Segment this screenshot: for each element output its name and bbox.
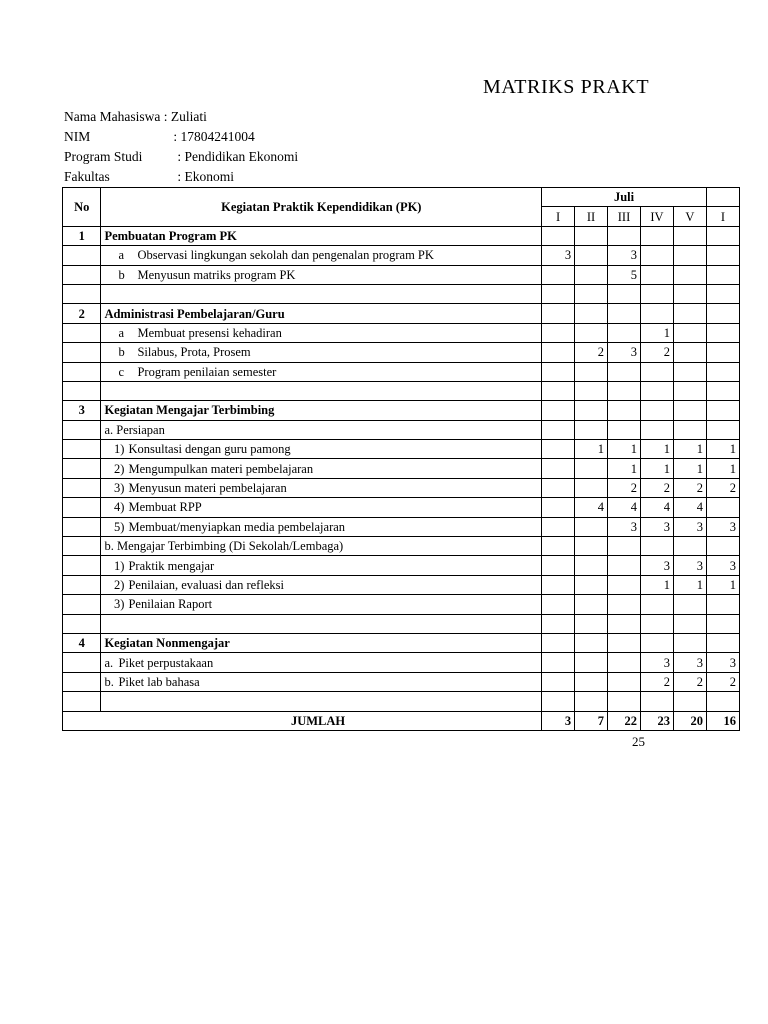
activity-cell xyxy=(101,556,542,575)
value-cell xyxy=(640,362,673,381)
value-cell xyxy=(542,692,575,711)
value-cell xyxy=(640,226,673,245)
blank-row xyxy=(63,381,740,400)
matrix-body xyxy=(63,226,740,730)
value-cell xyxy=(575,556,608,575)
section-row xyxy=(63,304,740,323)
activity-row xyxy=(63,653,740,672)
item-label: Piket lab bahasa xyxy=(118,674,200,689)
section-title: Kegiatan Nonmengajar xyxy=(101,633,542,652)
value-cell: 1 xyxy=(608,459,641,478)
value-cell: 2 xyxy=(640,672,673,691)
value-cell xyxy=(575,323,608,342)
total-row xyxy=(63,711,740,730)
value-cell xyxy=(673,343,706,362)
header-month-next xyxy=(706,188,739,207)
no-cell xyxy=(63,614,101,633)
section-title: Pembuatan Program PK xyxy=(101,226,542,245)
total-value: 22 xyxy=(608,711,641,730)
activity-cell xyxy=(101,478,542,497)
prodi-value: : Pendidikan Ekonomi xyxy=(177,149,299,164)
student-name-row xyxy=(64,109,207,125)
value-cell: 4 xyxy=(575,498,608,517)
value-cell xyxy=(706,595,739,614)
value-cell xyxy=(542,672,575,691)
header-kegiatan: Kegiatan Praktik Kependidikan (PK) xyxy=(101,188,542,227)
value-cell xyxy=(640,284,673,303)
no-cell xyxy=(63,478,101,497)
value-cell xyxy=(706,401,739,420)
value-cell: 1 xyxy=(673,459,706,478)
value-cell xyxy=(575,517,608,536)
value-cell: 2 xyxy=(706,672,739,691)
section-number: 2 xyxy=(63,304,101,323)
item-marker: b. xyxy=(104,674,114,689)
value-cell: 2 xyxy=(640,343,673,362)
value-cell xyxy=(575,672,608,691)
section-row xyxy=(63,401,740,420)
section-number: 3 xyxy=(63,401,101,420)
name-label: Nama Mahasiswa xyxy=(64,109,161,124)
value-cell xyxy=(542,440,575,459)
value-cell xyxy=(640,633,673,652)
section-title: Kegiatan Mengajar Terbimbing xyxy=(101,401,542,420)
value-cell xyxy=(640,304,673,323)
value-cell: 3 xyxy=(640,517,673,536)
no-cell xyxy=(63,537,101,556)
item-marker: 5) xyxy=(114,519,125,534)
value-cell: 1 xyxy=(706,459,739,478)
value-cell xyxy=(608,420,641,439)
value-cell xyxy=(608,381,641,400)
value-cell xyxy=(640,420,673,439)
item-label: Menyusun matriks program PK xyxy=(137,267,296,282)
value-cell xyxy=(608,323,641,342)
value-cell: 2 xyxy=(706,478,739,497)
value-cell: 1 xyxy=(706,575,739,594)
value-cell xyxy=(542,595,575,614)
value-cell xyxy=(542,323,575,342)
no-cell xyxy=(63,556,101,575)
value-cell xyxy=(673,362,706,381)
value-cell: 2 xyxy=(640,478,673,497)
value-cell xyxy=(542,459,575,478)
activity-row xyxy=(63,265,740,284)
value-cell xyxy=(673,323,706,342)
value-cell xyxy=(673,226,706,245)
item-marker: a xyxy=(118,248,125,263)
activity-cell xyxy=(101,246,542,265)
value-cell xyxy=(542,401,575,420)
value-cell: 2 xyxy=(673,672,706,691)
value-cell xyxy=(608,401,641,420)
blank-row xyxy=(63,614,740,633)
activity-row xyxy=(63,362,740,381)
value-cell xyxy=(673,633,706,652)
group-row xyxy=(63,420,740,439)
value-cell: 3 xyxy=(608,343,641,362)
value-cell xyxy=(706,226,739,245)
section-number: 1 xyxy=(63,226,101,245)
item-marker: 1) xyxy=(114,442,125,457)
fakultas-row xyxy=(64,169,234,185)
no-cell xyxy=(63,381,101,400)
activity-cell xyxy=(101,653,542,672)
value-cell xyxy=(575,595,608,614)
activity-cell xyxy=(101,381,542,400)
group-label: a. Persiapan xyxy=(101,420,542,439)
value-cell xyxy=(608,633,641,652)
value-cell xyxy=(640,381,673,400)
value-cell xyxy=(608,556,641,575)
value-cell xyxy=(673,381,706,400)
blank-row xyxy=(63,692,740,711)
value-cell: 4 xyxy=(673,498,706,517)
value-cell xyxy=(575,362,608,381)
no-cell xyxy=(63,575,101,594)
item-marker: b xyxy=(118,345,125,360)
value-cell xyxy=(542,381,575,400)
value-cell: 1 xyxy=(640,323,673,342)
value-cell: 5 xyxy=(608,265,641,284)
header-week: II xyxy=(575,207,608,226)
value-cell xyxy=(706,304,739,323)
item-label: Konsultasi dengan guru pamong xyxy=(128,442,291,457)
value-cell xyxy=(608,537,641,556)
no-cell xyxy=(63,246,101,265)
value-cell: 3 xyxy=(673,556,706,575)
header-month: Juli xyxy=(542,188,707,207)
value-cell xyxy=(706,537,739,556)
value-cell xyxy=(608,595,641,614)
item-marker: 2) xyxy=(114,578,125,592)
item-label: Observasi lingkungan sekolah dan pengenalan program PK xyxy=(137,248,434,263)
total-value: 3 xyxy=(542,711,575,730)
value-cell xyxy=(673,284,706,303)
no-cell xyxy=(63,284,101,303)
value-cell xyxy=(575,420,608,439)
value-cell xyxy=(542,265,575,284)
fakultas-label: Fakultas xyxy=(64,169,110,184)
activity-row xyxy=(63,478,740,497)
value-cell xyxy=(640,265,673,284)
value-cell xyxy=(640,692,673,711)
value-cell xyxy=(542,226,575,245)
value-cell xyxy=(575,401,608,420)
activity-cell xyxy=(101,440,542,459)
name-value: : Zuliati xyxy=(163,109,207,124)
prodi-row xyxy=(64,149,298,165)
group-label: b. Mengajar Terbimbing (Di Sekolah/Lembaga) xyxy=(101,537,542,556)
total-value: 23 xyxy=(640,711,673,730)
total-value: 7 xyxy=(575,711,608,730)
value-cell xyxy=(706,343,739,362)
value-cell xyxy=(542,343,575,362)
activity-cell xyxy=(101,459,542,478)
total-label: JUMLAH xyxy=(63,711,542,730)
value-cell xyxy=(706,614,739,633)
value-cell xyxy=(608,226,641,245)
no-cell xyxy=(63,498,101,517)
item-marker: 4) xyxy=(114,500,125,515)
value-cell xyxy=(673,420,706,439)
value-cell xyxy=(706,284,739,303)
no-cell xyxy=(63,440,101,459)
item-label: Silabus, Prota, Prosem xyxy=(137,345,251,360)
value-cell: 3 xyxy=(706,556,739,575)
value-cell xyxy=(542,478,575,497)
item-label: Membuat/menyiapkan media pembelajaran xyxy=(128,519,346,534)
value-cell xyxy=(608,614,641,633)
value-cell xyxy=(575,226,608,245)
activity-cell xyxy=(101,517,542,536)
item-label: Penilaian, evaluasi dan refleksi xyxy=(128,578,284,592)
header-week: I xyxy=(542,207,575,226)
value-cell xyxy=(575,246,608,265)
activity-cell xyxy=(101,595,542,614)
value-cell: 3 xyxy=(673,517,706,536)
value-cell xyxy=(673,246,706,265)
value-cell xyxy=(542,653,575,672)
value-cell xyxy=(542,633,575,652)
value-cell: 3 xyxy=(608,517,641,536)
value-cell: 2 xyxy=(673,478,706,497)
value-cell: 3 xyxy=(640,653,673,672)
activity-cell xyxy=(101,498,542,517)
value-cell xyxy=(706,420,739,439)
value-cell xyxy=(706,633,739,652)
activity-row xyxy=(63,498,740,517)
value-cell: 1 xyxy=(640,440,673,459)
value-cell xyxy=(608,284,641,303)
total-value: 16 xyxy=(706,711,739,730)
item-label: Membuat presensi kehadiran xyxy=(137,325,282,340)
value-cell xyxy=(706,498,739,517)
activity-row xyxy=(63,556,740,575)
header-week: III xyxy=(608,207,641,226)
value-cell: 1 xyxy=(706,440,739,459)
value-cell: 1 xyxy=(575,440,608,459)
value-cell xyxy=(673,692,706,711)
page-title: MATRIKS PRAKT xyxy=(483,76,650,98)
value-cell xyxy=(575,575,608,594)
value-cell xyxy=(575,478,608,497)
value-cell xyxy=(542,537,575,556)
no-cell xyxy=(63,653,101,672)
matrix-table xyxy=(62,187,740,731)
value-cell: 3 xyxy=(542,246,575,265)
activity-cell xyxy=(101,265,542,284)
item-marker: c xyxy=(118,364,125,379)
value-cell: 1 xyxy=(608,440,641,459)
activity-row xyxy=(63,517,740,536)
value-cell xyxy=(575,304,608,323)
item-label: Mengumpulkan materi pembelajaran xyxy=(128,461,314,476)
activity-row xyxy=(63,323,740,342)
no-cell xyxy=(63,362,101,381)
item-label: Praktik mengajar xyxy=(128,558,215,573)
item-label: Membuat RPP xyxy=(128,500,202,515)
value-cell xyxy=(542,614,575,633)
header-no: No xyxy=(63,188,101,227)
value-cell: 2 xyxy=(575,343,608,362)
value-cell xyxy=(608,653,641,672)
value-cell: 3 xyxy=(706,653,739,672)
no-cell xyxy=(63,459,101,478)
no-cell xyxy=(63,265,101,284)
activity-row xyxy=(63,459,740,478)
value-cell xyxy=(575,692,608,711)
value-cell xyxy=(575,381,608,400)
activity-cell xyxy=(101,614,542,633)
section-row xyxy=(63,226,740,245)
value-cell xyxy=(706,692,739,711)
fakultas-value: : Ekonomi xyxy=(177,169,234,184)
value-cell: 3 xyxy=(706,517,739,536)
item-label: Penilaian Raport xyxy=(128,597,213,612)
value-cell: 3 xyxy=(640,556,673,575)
value-cell xyxy=(542,575,575,594)
value-cell xyxy=(542,362,575,381)
value-cell xyxy=(640,537,673,556)
activity-row xyxy=(63,575,740,594)
value-cell xyxy=(575,633,608,652)
item-marker: 3) xyxy=(114,597,125,612)
item-marker: b xyxy=(118,267,125,282)
matrix-container xyxy=(62,187,736,733)
value-cell xyxy=(706,362,739,381)
nim-row xyxy=(64,129,255,145)
value-cell xyxy=(575,265,608,284)
value-cell: 2 xyxy=(608,478,641,497)
nim-label: NIM xyxy=(64,129,91,144)
value-cell xyxy=(640,246,673,265)
value-cell xyxy=(706,381,739,400)
header-week: V xyxy=(673,207,706,226)
value-cell xyxy=(673,614,706,633)
activity-cell xyxy=(101,672,542,691)
item-marker: a xyxy=(118,325,125,340)
value-cell: 1 xyxy=(673,440,706,459)
activity-row xyxy=(63,440,740,459)
activity-row xyxy=(63,343,740,362)
activity-row xyxy=(63,595,740,614)
value-cell xyxy=(542,517,575,536)
value-cell xyxy=(640,614,673,633)
activity-row xyxy=(63,672,740,691)
value-cell xyxy=(706,323,739,342)
value-cell: 1 xyxy=(640,459,673,478)
activity-cell xyxy=(101,343,542,362)
value-cell xyxy=(673,304,706,323)
header-week: I xyxy=(706,207,739,226)
section-title: Administrasi Pembelajaran/Guru xyxy=(101,304,542,323)
activity-cell xyxy=(101,362,542,381)
group-row xyxy=(63,537,740,556)
no-cell xyxy=(63,420,101,439)
total-value: 20 xyxy=(673,711,706,730)
no-cell xyxy=(63,343,101,362)
value-cell xyxy=(575,459,608,478)
activity-cell xyxy=(101,323,542,342)
item-marker: a. xyxy=(104,655,114,670)
value-cell xyxy=(608,362,641,381)
value-cell xyxy=(608,575,641,594)
value-cell xyxy=(706,265,739,284)
header-week: IV xyxy=(640,207,673,226)
value-cell xyxy=(673,537,706,556)
value-cell xyxy=(542,304,575,323)
value-cell: 1 xyxy=(640,575,673,594)
value-cell xyxy=(640,401,673,420)
item-marker: 3) xyxy=(114,481,125,496)
value-cell xyxy=(542,498,575,517)
no-cell xyxy=(63,672,101,691)
value-cell xyxy=(542,284,575,303)
item-label: Menyusun materi pembelajaran xyxy=(128,481,287,496)
activity-cell xyxy=(101,692,542,711)
value-cell xyxy=(575,653,608,672)
value-cell xyxy=(673,595,706,614)
activity-cell xyxy=(101,284,542,303)
no-cell xyxy=(63,692,101,711)
value-cell: 3 xyxy=(608,246,641,265)
value-cell: 4 xyxy=(640,498,673,517)
item-label: Program penilaian semester xyxy=(137,364,277,379)
item-marker: 1) xyxy=(114,558,125,573)
item-label: Piket perpustakaan xyxy=(118,655,214,670)
value-cell xyxy=(706,246,739,265)
value-cell: 3 xyxy=(673,653,706,672)
value-cell: 4 xyxy=(608,498,641,517)
value-cell xyxy=(575,537,608,556)
no-cell xyxy=(63,595,101,614)
value-cell xyxy=(542,556,575,575)
value-cell xyxy=(542,420,575,439)
value-cell xyxy=(608,692,641,711)
item-marker: 2) xyxy=(114,461,125,476)
value-cell xyxy=(575,284,608,303)
page-number: 25 xyxy=(632,734,645,749)
section-number: 4 xyxy=(63,633,101,652)
no-cell xyxy=(63,323,101,342)
activity-row xyxy=(63,246,740,265)
value-cell xyxy=(575,614,608,633)
prodi-label: Program Studi xyxy=(64,149,143,164)
activity-cell xyxy=(101,575,542,594)
blank-row xyxy=(63,284,740,303)
value-cell: 1 xyxy=(673,575,706,594)
value-cell xyxy=(673,265,706,284)
nim-value: : 17804241004 xyxy=(173,129,255,144)
section-row xyxy=(63,633,740,652)
value-cell xyxy=(608,672,641,691)
value-cell xyxy=(673,401,706,420)
no-cell xyxy=(63,517,101,536)
value-cell xyxy=(608,304,641,323)
value-cell xyxy=(640,595,673,614)
